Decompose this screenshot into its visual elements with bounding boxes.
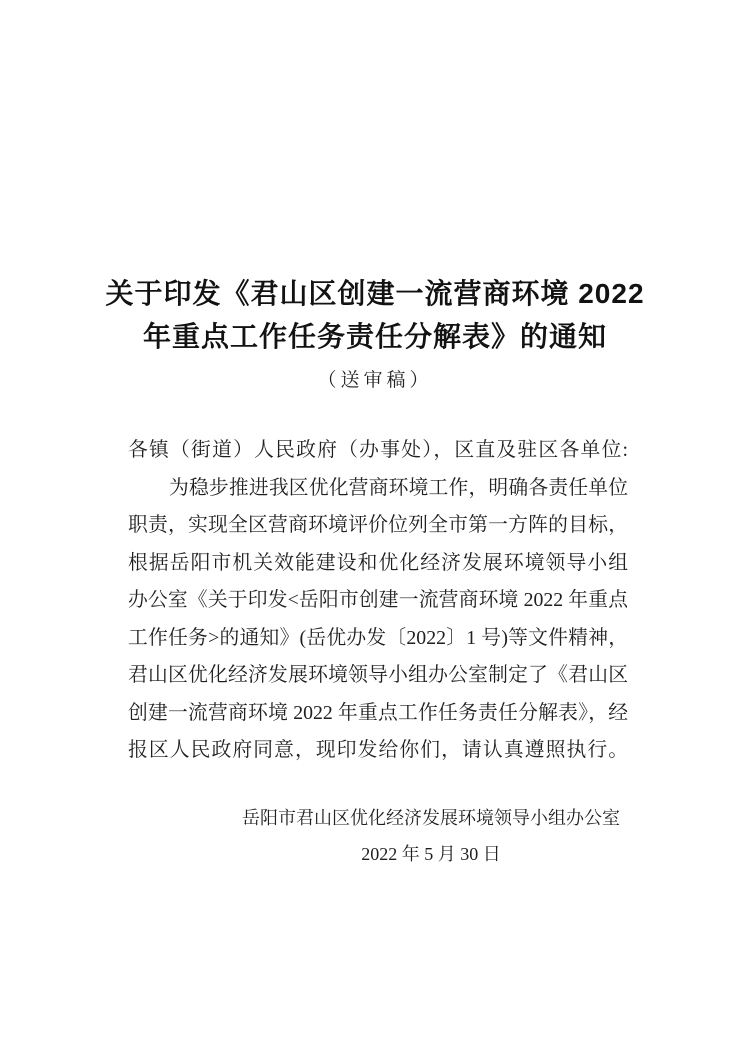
body-line: 职责，实现全区营商环境评价位列全市第一方阵的目标，: [128, 514, 628, 536]
body-line: 为稳步推进我区优化营商环境工作，明确各责任单位: [169, 476, 628, 499]
body-line: 报区人民政府同意，现印发给你们，请认真遵照执行。: [128, 739, 628, 761]
title-line-1: 关于印发《君山区创建一流营商环境 2022: [105, 278, 645, 309]
body-line: 工作任务>的通知》(岳优办发〔2022〕1 号)等文件精神，: [128, 626, 628, 649]
closing-block: [0, 803, 750, 869]
issuing-office-name: 岳阳市君山区优化经济发展环境领导小组办公室: [242, 807, 620, 828]
issue-date: 2022 年 5 月 30 日: [361, 843, 501, 864]
draft-review-label: （送审稿）: [317, 370, 433, 391]
salutation-line: 各镇（街道）人民政府（办事处），区直及驻区各单位:: [128, 439, 628, 461]
signature-block: [242, 803, 620, 869]
body-line: 君山区优化经济发展环境领导小组办公室制定了《君山区: [128, 664, 628, 686]
title-line-2: 年重点工作任务责任分解表》的通知: [142, 321, 607, 352]
body-line: 创建一流营商环境 2022 年重点工作任务责任分解表》，经: [128, 701, 628, 724]
body-line: 根据岳阳市机关效能建设和优化经济发展环境领导小组: [128, 551, 628, 574]
document-body: [128, 432, 628, 770]
body-line: 办公室《关于印发<岳阳市创建一流营商环境 2022 年重点: [128, 589, 628, 611]
document-title: [0, 0, 750, 358]
